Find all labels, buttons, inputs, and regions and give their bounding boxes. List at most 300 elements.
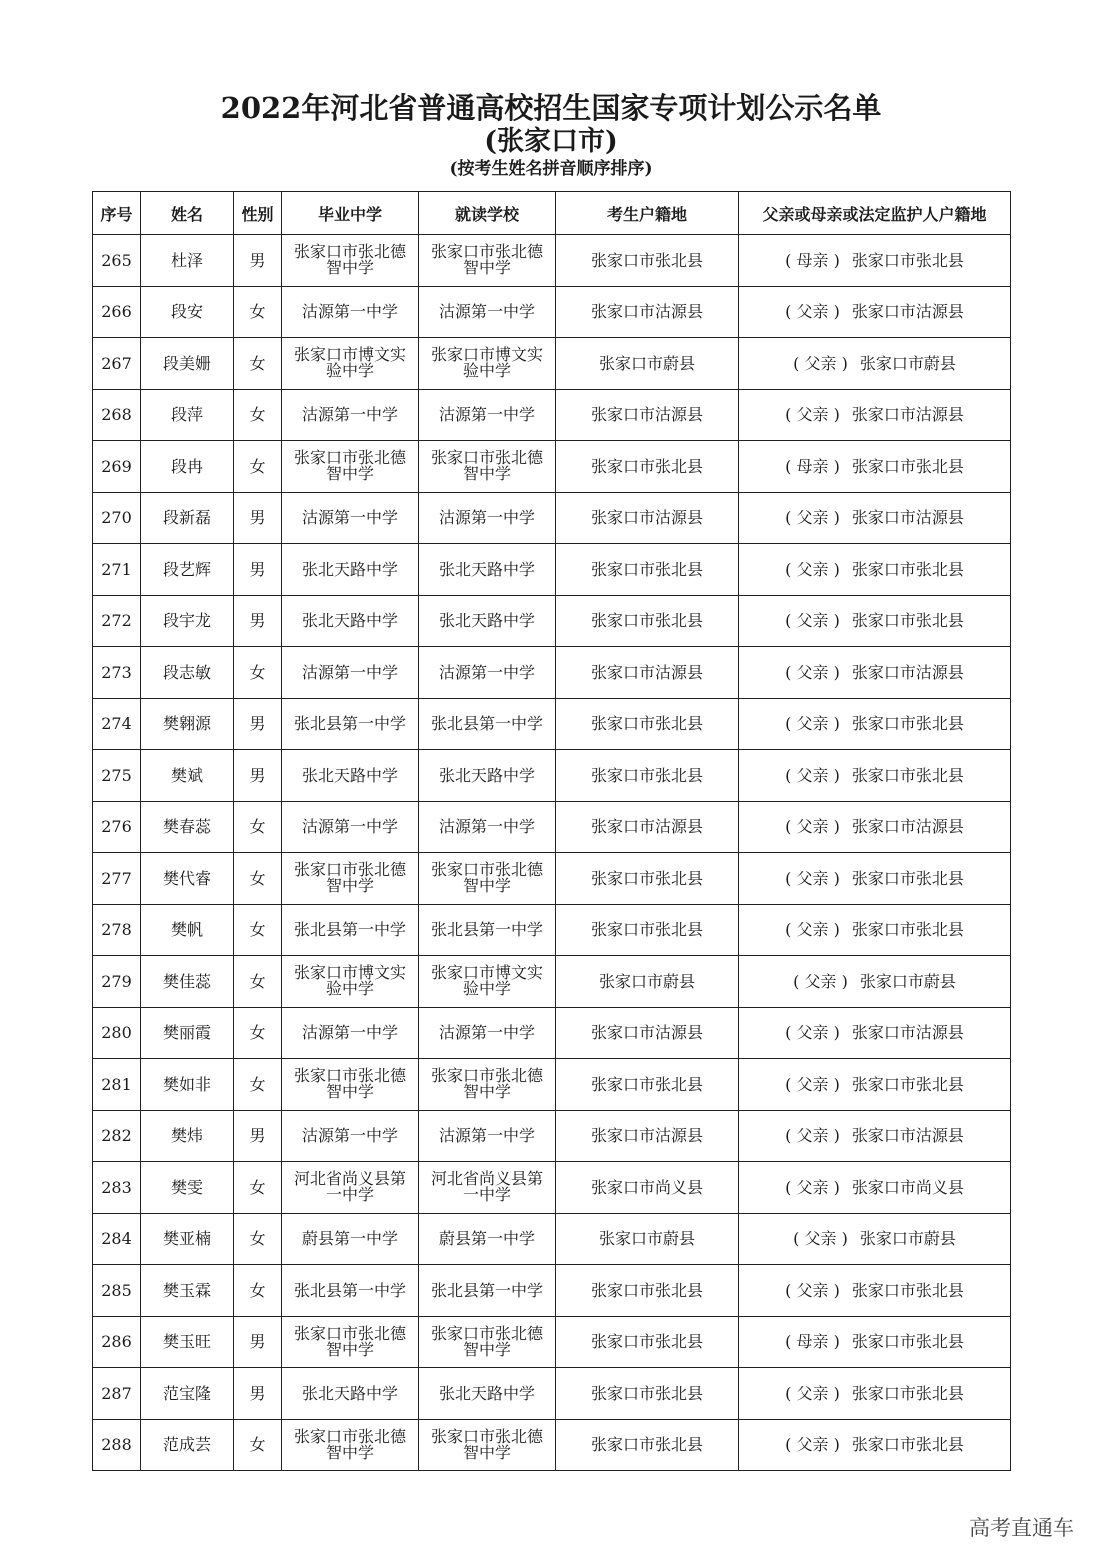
table-row <box>93 1162 1011 1214</box>
cell-grad-school <box>282 338 419 390</box>
table-row <box>93 1368 1011 1420</box>
table-row <box>93 1110 1011 1162</box>
table-row <box>93 544 1011 596</box>
cell-no: 281 <box>93 1059 141 1111</box>
cell-hukou: 张家口市沽源县 <box>556 389 739 441</box>
cell-gender: 女 <box>234 286 282 338</box>
cell-gender: 女 <box>234 441 282 493</box>
grad-school-text: 河北省尚义县第一中学 <box>293 1169 406 1205</box>
cell-hukou: 张家口市沽源县 <box>556 1007 739 1059</box>
grad-school-text: 沽源第一中学 <box>301 508 398 528</box>
guardian-place: 张家口市张北县 <box>851 1280 964 1300</box>
guardian-place: 张家口市沽源县 <box>851 1023 964 1043</box>
grad-school-text: 沽源第一中学 <box>301 405 398 425</box>
cell-grad-school <box>282 595 419 647</box>
cell-guardian-hukou <box>739 544 1011 596</box>
study-school-text: 张北县第一中学 <box>430 920 543 940</box>
cell-grad-school <box>282 1110 419 1162</box>
page-subtitle: (张家口市) <box>484 126 618 157</box>
cell-name: 范宝隆 <box>141 1368 234 1420</box>
guardian-relation: ( 父亲 ) <box>785 302 840 322</box>
cell-study-school <box>419 286 556 338</box>
cell-no: 273 <box>93 647 141 699</box>
study-school-text: 张家口市博文实验中学 <box>430 345 543 381</box>
cell-hukou: 张家口市沽源县 <box>556 801 739 853</box>
cell-study-school <box>419 1419 556 1471</box>
study-school-text: 张家口市张北德智中学 <box>430 860 543 896</box>
cell-name: 樊翱源 <box>141 698 234 750</box>
cell-hukou: 张家口市沽源县 <box>556 492 739 544</box>
cell-guardian-hukou <box>739 1265 1011 1317</box>
study-school-text: 张北天路中学 <box>438 559 535 579</box>
cell-gender: 女 <box>234 389 282 441</box>
cell-name: 樊春蕊 <box>141 801 234 853</box>
cell-guardian-hukou <box>739 1213 1011 1265</box>
cell-hukou: 张家口市张北县 <box>556 750 739 802</box>
guardian-place: 张家口市沽源县 <box>851 817 964 837</box>
cell-hukou: 张家口市蔚县 <box>556 956 739 1008</box>
header-study-school: 就读学校 <box>419 192 556 235</box>
cell-grad-school <box>282 544 419 596</box>
cell-gender: 女 <box>234 1265 282 1317</box>
study-school-text: 沽源第一中学 <box>438 817 535 837</box>
cell-gender: 女 <box>234 338 282 390</box>
cell-grad-school <box>282 647 419 699</box>
cell-grad-school <box>282 853 419 905</box>
guardian-place: 张家口市张北县 <box>851 765 964 785</box>
table-row <box>93 338 1011 390</box>
guardian-relation: ( 母亲 ) <box>785 1332 840 1352</box>
cell-guardian-hukou <box>739 853 1011 905</box>
guardian-relation: ( 父亲 ) <box>785 1280 840 1300</box>
cell-study-school <box>419 595 556 647</box>
cell-no: 284 <box>93 1213 141 1265</box>
guardian-relation: ( 父亲 ) <box>785 559 840 579</box>
cell-study-school <box>419 1316 556 1368</box>
header-hukou: 考生户籍地 <box>556 192 739 235</box>
cell-guardian-hukou <box>739 441 1011 493</box>
cell-study-school <box>419 1213 556 1265</box>
guardian-relation: ( 父亲 ) <box>793 1229 848 1249</box>
cell-grad-school <box>282 1368 419 1420</box>
cell-no: 278 <box>93 904 141 956</box>
grad-school-text: 张家口市博文实验中学 <box>293 963 406 999</box>
cell-hukou: 张家口市张北县 <box>556 595 739 647</box>
cell-name: 樊代睿 <box>141 853 234 905</box>
guardian-relation: ( 父亲 ) <box>785 765 840 785</box>
guardian-place: 张家口市蔚县 <box>859 1229 956 1249</box>
cell-name: 樊玉霖 <box>141 1265 234 1317</box>
cell-guardian-hukou <box>739 750 1011 802</box>
study-school-text: 沽源第一中学 <box>438 405 535 425</box>
cell-grad-school <box>282 750 419 802</box>
cell-name: 段冉 <box>141 441 234 493</box>
cell-name: 段艺辉 <box>141 544 234 596</box>
grad-school-text: 沽源第一中学 <box>301 662 398 682</box>
guardian-relation: ( 父亲 ) <box>785 611 840 631</box>
cell-no: 265 <box>93 235 141 287</box>
cell-hukou: 张家口市张北县 <box>556 235 739 287</box>
grad-school-text: 张家口市张北德智中学 <box>293 242 406 278</box>
cell-gender: 男 <box>234 698 282 750</box>
header-no: 序号 <box>93 192 141 235</box>
cell-name: 段萍 <box>141 389 234 441</box>
cell-study-school <box>419 1162 556 1214</box>
guardian-relation: ( 父亲 ) <box>785 508 840 528</box>
cell-study-school <box>419 956 556 1008</box>
grad-school-text: 张家口市张北德智中学 <box>293 448 406 484</box>
cell-guardian-hukou <box>739 904 1011 956</box>
grad-school-text: 张北县第一中学 <box>293 714 406 734</box>
guardian-relation: ( 父亲 ) <box>785 1023 840 1043</box>
cell-grad-school <box>282 1213 419 1265</box>
grad-school-text: 张家口市张北德智中学 <box>293 860 406 896</box>
cell-gender: 男 <box>234 235 282 287</box>
guardian-place: 张家口市张北县 <box>851 920 964 940</box>
cell-name: 段美姗 <box>141 338 234 390</box>
cell-no: 286 <box>93 1316 141 1368</box>
guardian-relation: ( 母亲 ) <box>785 250 840 270</box>
cell-name: 樊斌 <box>141 750 234 802</box>
grad-school-text: 蔚县第一中学 <box>301 1229 398 1249</box>
cell-guardian-hukou <box>739 338 1011 390</box>
cell-no: 267 <box>93 338 141 390</box>
table-row <box>93 1265 1011 1317</box>
cell-guardian-hukou <box>739 956 1011 1008</box>
cell-no: 277 <box>93 853 141 905</box>
cell-no: 269 <box>93 441 141 493</box>
study-school-text: 张家口市张北德智中学 <box>430 1066 543 1102</box>
cell-hukou: 张家口市张北县 <box>556 441 739 493</box>
cell-guardian-hukou <box>739 801 1011 853</box>
cell-hukou: 张家口市张北县 <box>556 853 739 905</box>
cell-study-school <box>419 1007 556 1059</box>
header-guardian-hukou: 父亲或母亲或法定监护人户籍地 <box>739 192 1011 235</box>
cell-no: 283 <box>93 1162 141 1214</box>
table-row <box>93 1316 1011 1368</box>
study-school-text: 张北天路中学 <box>438 611 535 631</box>
guardian-place: 张家口市张北县 <box>851 1435 964 1455</box>
cell-study-school <box>419 1368 556 1420</box>
cell-gender: 女 <box>234 1419 282 1471</box>
table-row <box>93 698 1011 750</box>
cell-no: 280 <box>93 1007 141 1059</box>
header-gender: 性别 <box>234 192 282 235</box>
cell-no: 266 <box>93 286 141 338</box>
table-row <box>93 647 1011 699</box>
guardian-relation: ( 父亲 ) <box>785 662 840 682</box>
study-school-text: 蔚县第一中学 <box>438 1229 535 1249</box>
cell-name: 段宇龙 <box>141 595 234 647</box>
cell-hukou: 张家口市沽源县 <box>556 286 739 338</box>
cell-hukou: 张家口市沽源县 <box>556 647 739 699</box>
cell-gender: 男 <box>234 750 282 802</box>
grad-school-text: 张家口市张北德智中学 <box>293 1323 406 1359</box>
cell-name: 杜泽 <box>141 235 234 287</box>
cell-grad-school <box>282 441 419 493</box>
cell-no: 270 <box>93 492 141 544</box>
cell-gender: 男 <box>234 544 282 596</box>
table-row <box>93 750 1011 802</box>
cell-hukou: 张家口市张北县 <box>556 698 739 750</box>
guardian-relation: ( 父亲 ) <box>785 920 840 940</box>
cell-no: 282 <box>93 1110 141 1162</box>
cell-no: 285 <box>93 1265 141 1317</box>
cell-study-school <box>419 1265 556 1317</box>
cell-study-school <box>419 338 556 390</box>
cell-study-school <box>419 801 556 853</box>
cell-name: 樊炜 <box>141 1110 234 1162</box>
cell-guardian-hukou <box>739 647 1011 699</box>
table-row <box>93 1059 1011 1111</box>
grad-school-text: 沽源第一中学 <box>301 1023 398 1043</box>
study-school-text: 沽源第一中学 <box>438 302 535 322</box>
table-row <box>93 441 1011 493</box>
study-school-text: 沽源第一中学 <box>438 1126 535 1146</box>
cell-hukou: 张家口市张北县 <box>556 904 739 956</box>
guardian-place: 张家口市蔚县 <box>859 353 956 373</box>
cell-gender: 男 <box>234 1110 282 1162</box>
guardian-relation: ( 母亲 ) <box>785 456 840 476</box>
table-row <box>93 853 1011 905</box>
cell-study-school <box>419 1059 556 1111</box>
grad-school-text: 张北天路中学 <box>301 611 398 631</box>
cell-no: 279 <box>93 956 141 1008</box>
cell-guardian-hukou <box>739 595 1011 647</box>
cell-no: 268 <box>93 389 141 441</box>
guardian-place: 张家口市张北县 <box>851 714 964 734</box>
cell-hukou: 张家口市张北县 <box>556 1419 739 1471</box>
cell-grad-school <box>282 492 419 544</box>
guardian-place: 张家口市沽源县 <box>851 508 964 528</box>
cell-hukou: 张家口市尚义县 <box>556 1162 739 1214</box>
cell-no: 288 <box>93 1419 141 1471</box>
table-header-row <box>93 192 1011 235</box>
table-row <box>93 1007 1011 1059</box>
cell-guardian-hukou <box>739 1368 1011 1420</box>
header-name: 姓名 <box>141 192 234 235</box>
cell-study-school <box>419 389 556 441</box>
grad-school-text: 张北天路中学 <box>301 765 398 785</box>
cell-study-school <box>419 853 556 905</box>
cell-gender: 女 <box>234 647 282 699</box>
guardian-place: 张家口市沽源县 <box>851 662 964 682</box>
cell-study-school <box>419 904 556 956</box>
guardian-place: 张家口市张北县 <box>851 559 964 579</box>
cell-hukou: 张家口市张北县 <box>556 1265 739 1317</box>
cell-gender: 女 <box>234 956 282 1008</box>
cell-grad-school <box>282 801 419 853</box>
grad-school-text: 张家口市张北德智中学 <box>293 1066 406 1102</box>
cell-study-school <box>419 544 556 596</box>
cell-grad-school <box>282 956 419 1008</box>
grad-school-text: 张北天路中学 <box>301 1383 398 1403</box>
cell-hukou: 张家口市张北县 <box>556 1368 739 1420</box>
cell-grad-school <box>282 904 419 956</box>
guardian-relation: ( 父亲 ) <box>785 1383 840 1403</box>
guardian-place: 张家口市沽源县 <box>851 405 964 425</box>
cell-gender: 女 <box>234 904 282 956</box>
guardian-relation: ( 父亲 ) <box>785 1177 840 1197</box>
cell-name: 段志敏 <box>141 647 234 699</box>
guardian-relation: ( 父亲 ) <box>785 868 840 888</box>
cell-study-school <box>419 235 556 287</box>
cell-name: 樊亚楠 <box>141 1213 234 1265</box>
cell-gender: 女 <box>234 1162 282 1214</box>
table-row <box>93 595 1011 647</box>
cell-guardian-hukou <box>739 1007 1011 1059</box>
study-school-text: 沽源第一中学 <box>438 508 535 528</box>
grad-school-text: 张北县第一中学 <box>293 920 406 940</box>
cell-study-school <box>419 750 556 802</box>
cell-study-school <box>419 647 556 699</box>
cell-name: 樊雯 <box>141 1162 234 1214</box>
cell-grad-school <box>282 1265 419 1317</box>
table-row <box>93 904 1011 956</box>
cell-gender: 女 <box>234 1213 282 1265</box>
cell-gender: 女 <box>234 801 282 853</box>
guardian-place: 张家口市张北县 <box>851 250 964 270</box>
cell-no: 275 <box>93 750 141 802</box>
cell-gender: 男 <box>234 492 282 544</box>
table-row <box>93 286 1011 338</box>
study-school-text: 河北省尚义县第一中学 <box>430 1169 543 1205</box>
sort-note: (按考生姓名拼音顺序排序) <box>449 159 653 179</box>
guardian-relation: ( 父亲 ) <box>785 1126 840 1146</box>
guardian-relation: ( 父亲 ) <box>793 353 848 373</box>
cell-grad-school <box>282 1316 419 1368</box>
guardian-place: 张家口市张北县 <box>851 868 964 888</box>
cell-grad-school <box>282 698 419 750</box>
table-row <box>93 956 1011 1008</box>
study-school-text: 张北天路中学 <box>438 765 535 785</box>
cell-gender: 男 <box>234 1368 282 1420</box>
cell-guardian-hukou <box>739 1162 1011 1214</box>
cell-no: 287 <box>93 1368 141 1420</box>
guardian-place: 张家口市张北县 <box>851 456 964 476</box>
table-row <box>93 801 1011 853</box>
table-row <box>93 389 1011 441</box>
cell-guardian-hukou <box>739 235 1011 287</box>
cell-grad-school <box>282 389 419 441</box>
cell-gender: 女 <box>234 853 282 905</box>
cell-no: 271 <box>93 544 141 596</box>
guardian-place: 张家口市尚义县 <box>851 1177 964 1197</box>
table-row <box>93 492 1011 544</box>
cell-grad-school <box>282 235 419 287</box>
cell-name: 段新磊 <box>141 492 234 544</box>
cell-gender: 男 <box>234 595 282 647</box>
study-school-text: 张家口市张北德智中学 <box>430 242 543 278</box>
cell-grad-school <box>282 1162 419 1214</box>
study-school-text: 张北天路中学 <box>438 1383 535 1403</box>
guardian-place: 张家口市沽源县 <box>851 1126 964 1146</box>
cell-gender: 男 <box>234 1316 282 1368</box>
cell-guardian-hukou <box>739 1316 1011 1368</box>
cell-gender: 女 <box>234 1059 282 1111</box>
cell-guardian-hukou <box>739 1419 1011 1471</box>
grad-school-text: 沽源第一中学 <box>301 302 398 322</box>
cell-study-school <box>419 441 556 493</box>
cell-name: 范成芸 <box>141 1419 234 1471</box>
cell-guardian-hukou <box>739 1110 1011 1162</box>
cell-name: 樊如非 <box>141 1059 234 1111</box>
cell-name: 段安 <box>141 286 234 338</box>
cell-grad-school <box>282 1419 419 1471</box>
cell-gender: 女 <box>234 1007 282 1059</box>
guardian-place: 张家口市沽源县 <box>851 302 964 322</box>
cell-grad-school <box>282 1007 419 1059</box>
grad-school-text: 沽源第一中学 <box>301 817 398 837</box>
cell-guardian-hukou <box>739 389 1011 441</box>
cell-hukou: 张家口市张北县 <box>556 1316 739 1368</box>
guardian-relation: ( 父亲 ) <box>785 714 840 734</box>
cell-no: 276 <box>93 801 141 853</box>
guardian-relation: ( 父亲 ) <box>785 405 840 425</box>
grad-school-text: 沽源第一中学 <box>301 1126 398 1146</box>
cell-hukou: 张家口市沽源县 <box>556 1110 739 1162</box>
cell-name: 樊玉旺 <box>141 1316 234 1368</box>
cell-name: 樊帆 <box>141 904 234 956</box>
cell-guardian-hukou <box>739 492 1011 544</box>
study-school-text: 张家口市张北德智中学 <box>430 1323 543 1359</box>
guardian-relation: ( 父亲 ) <box>785 1435 840 1455</box>
cell-name: 樊丽霞 <box>141 1007 234 1059</box>
grad-school-text: 张北县第一中学 <box>293 1280 406 1300</box>
study-school-text: 张北县第一中学 <box>430 1280 543 1300</box>
page-title: 2022年河北省普通高校招生国家专项计划公示名单 <box>220 91 882 125</box>
table-row <box>93 1213 1011 1265</box>
cell-grad-school <box>282 286 419 338</box>
table-row <box>93 235 1011 287</box>
study-school-text: 沽源第一中学 <box>438 662 535 682</box>
guardian-relation: ( 父亲 ) <box>793 971 848 991</box>
watermark: 高考直通车 <box>969 1516 1074 1540</box>
cell-guardian-hukou <box>739 1059 1011 1111</box>
cell-grad-school <box>282 1059 419 1111</box>
study-school-text: 张家口市博文实验中学 <box>430 963 543 999</box>
grad-school-text: 张家口市张北德智中学 <box>293 1426 406 1462</box>
cell-hukou: 张家口市蔚县 <box>556 1213 739 1265</box>
guardian-place: 张家口市张北县 <box>851 611 964 631</box>
guardian-place: 张家口市张北县 <box>851 1332 964 1352</box>
guardian-place: 张家口市张北县 <box>851 1074 964 1094</box>
study-school-text: 张北县第一中学 <box>430 714 543 734</box>
grad-school-text: 张家口市博文实验中学 <box>293 345 406 381</box>
cell-study-school <box>419 492 556 544</box>
study-school-text: 张家口市张北德智中学 <box>430 1426 543 1462</box>
header-grad-school: 毕业中学 <box>282 192 419 235</box>
guardian-place: 张家口市张北县 <box>851 1383 964 1403</box>
guardian-relation: ( 父亲 ) <box>785 817 840 837</box>
cell-no: 274 <box>93 698 141 750</box>
study-school-text: 张家口市张北德智中学 <box>430 448 543 484</box>
cell-study-school <box>419 698 556 750</box>
guardian-place: 张家口市蔚县 <box>859 971 956 991</box>
cell-guardian-hukou <box>739 286 1011 338</box>
table-row <box>93 1419 1011 1471</box>
cell-hukou: 张家口市蔚县 <box>556 338 739 390</box>
study-school-text: 沽源第一中学 <box>438 1023 535 1043</box>
admission-list-table <box>92 191 1011 1471</box>
cell-no: 272 <box>93 595 141 647</box>
cell-guardian-hukou <box>739 698 1011 750</box>
grad-school-text: 张北天路中学 <box>301 559 398 579</box>
guardian-relation: ( 父亲 ) <box>785 1074 840 1094</box>
cell-study-school <box>419 1110 556 1162</box>
cell-hukou: 张家口市张北县 <box>556 1059 739 1111</box>
cell-name: 樊佳蕊 <box>141 956 234 1008</box>
